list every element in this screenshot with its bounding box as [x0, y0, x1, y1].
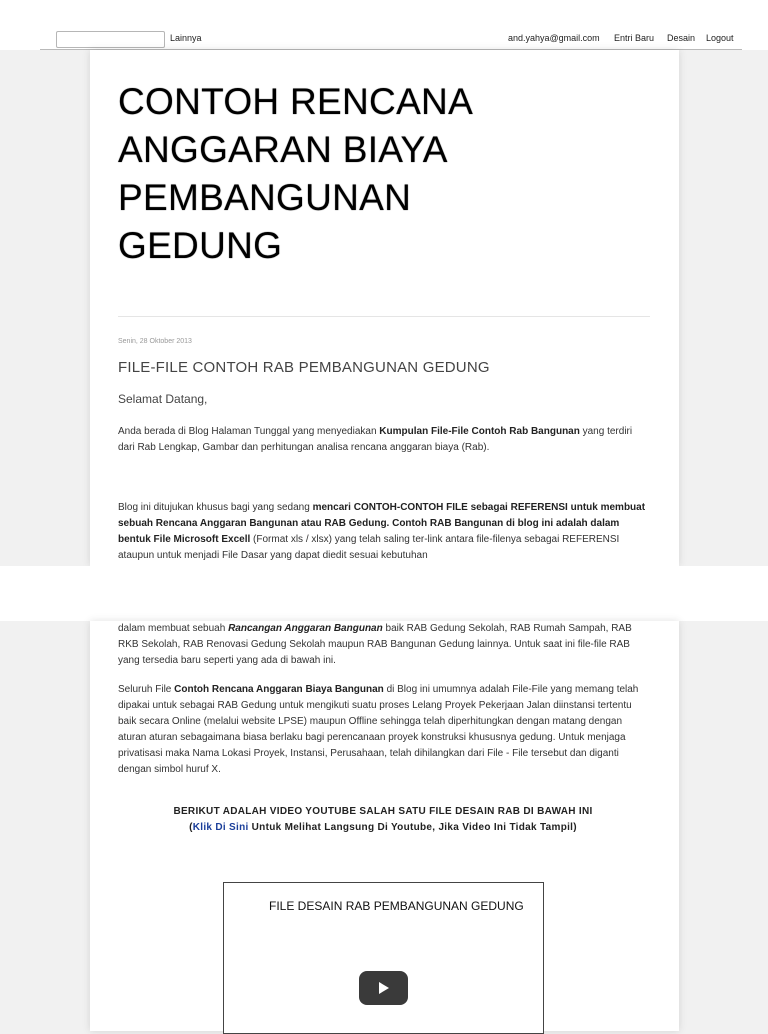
- page-gap: [0, 566, 768, 621]
- user-email[interactable]: and.yahya@gmail.com: [508, 33, 600, 43]
- new-post-link[interactable]: Entri Baru: [614, 33, 655, 43]
- intro-paragraph: Anda berada di Blog Halaman Tunggal yang menyediakan Kumpulan File-File Contoh Rab Bangunan yang terdiri dari Rab Lengkap, Gambar dan perhitungan analisa rencana anggaran biaya (Rab).: [118, 426, 633, 453]
- logout-link[interactable]: Logout: [706, 33, 734, 43]
- video-title[interactable]: FILE DESAIN RAB PEMBANGUNAN GEDUNG: [269, 899, 524, 913]
- purpose-paragraph: Blog ini ditujukan khusus bagi yang sedang mencari CONTOH-CONTOH FILE sebagai REFERENSI untuk membuat sebuah Rencana Anggaran Bangunan atau RAB Gedung. Contoh RAB Bangunan di blog ini adalah dalam bentuk File Microsoft Excell (Format xls / xlsx) yang telah saling ter-link antara file-filenya sebagai REFERENSI ataupun untuk menjadi File Dasar yang dapat diedit sesuai kebutuhan: [118, 502, 646, 561]
- design-link[interactable]: Desain: [667, 33, 696, 43]
- more-link[interactable]: Lainnya: [170, 33, 202, 43]
- files-paragraph: Seluruh File Contoh Rencana Anggaran Biaya Bangunan di Blog ini umumnya adalah File-File yang memang telah dipakai untuk sebagai RAB Gedung untuk mengikuti suatu proses Lelang Proyek Pekerjaan Jalan diinstansi tertentu baik secara Online (melalui website LPSE) maupun Offline sehingga telah diperhitungkan dengan matang dengan aturan aturan sebagaimana biasa berlaku bagi perencanaan proyek konstruksi khususnya gedung. Untuk menjaga privatisasi maka Nama Lokasi Proyek, Instansi, Perusahaan, telah dihilangkan dari File - File tersebut dan diganti dengan simbol huruf X.: [118, 684, 639, 775]
- search-input[interactable]: [56, 31, 165, 48]
- header-divider: [118, 316, 650, 317]
- post-title[interactable]: FILE-FILE CONTOH RAB PEMBANGUNAN GEDUNG: [118, 359, 490, 376]
- usage-paragraph: dalam membuat sebuah Rancangan Anggaran Bangunan baik RAB Gedung Sekolah, RAB Rumah Sampah, RAB RKB Sekolah, RAB Renovasi Gedung Sekolah maupun RAB Bangunan Gedung lainnya. Untuk saat ini file-file RAB yang tersedia baru seperti yang ada di bawah ini.: [118, 623, 632, 666]
- youtube-video-embed[interactable]: [223, 882, 544, 1034]
- youtube-link[interactable]: Klik Di Sini: [192, 822, 249, 833]
- video-link-line: (Klik Di Sini Untuk Melihat Langsung Di Youtube, Jika Video Ini Tidak Tampil): [189, 822, 577, 833]
- video-heading: BERIKUT ADALAH VIDEO YOUTUBE SALAH SATU FILE DESAIN RAB DI BAWAH INI: [173, 806, 593, 817]
- play-button[interactable]: [359, 971, 408, 1005]
- greeting-text: Selamat Datang,: [118, 392, 208, 406]
- blog-title[interactable]: CONTOH RENCANA ANGGARAN BIAYA PEMBANGUNAN GEDUNG: [118, 81, 472, 266]
- play-icon: [379, 982, 389, 994]
- blogger-navbar: [0, 0, 768, 50]
- post-date: Senin, 28 Oktober 2013: [118, 338, 192, 345]
